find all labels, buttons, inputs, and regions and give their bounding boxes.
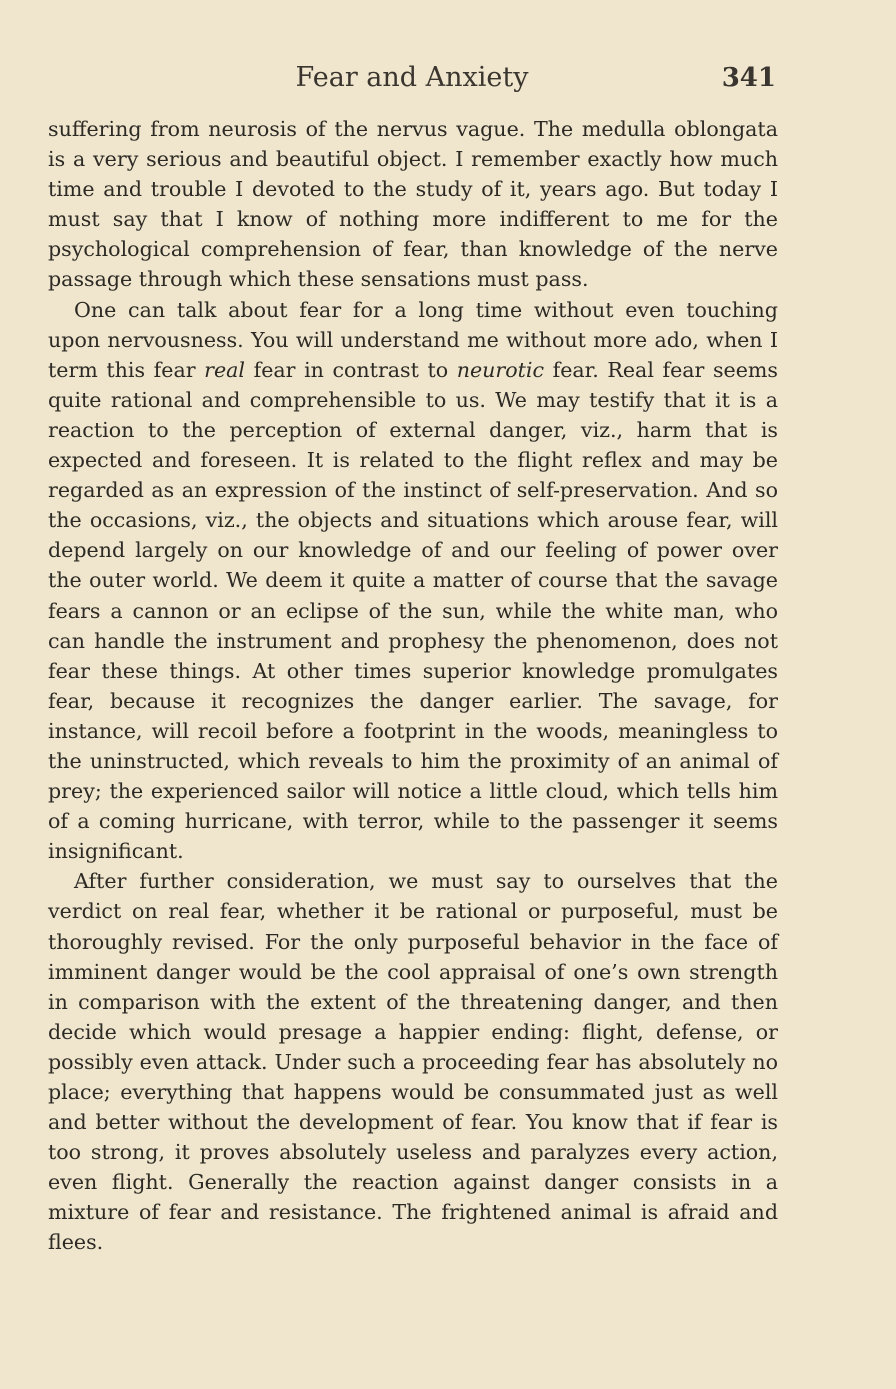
page-number: 341	[721, 63, 776, 93]
emphasis-real: real	[204, 357, 246, 382]
paragraph-1: suffering from neurosis of the nervus vague. The medulla oblongata is a very serious and beautiful object. I remember exactly how much time and trouble I devoted to the study of it, years ago. But today I must say that I know of nothing more indifferent to me for the psychological comprehension of fear, than knowledge of the nerve passage through which these sensations must pass.	[48, 117, 778, 292]
body-text	[48, 114, 778, 1258]
paragraph-2-part-b: fear in contrast to	[245, 357, 457, 382]
running-head	[48, 58, 776, 98]
paragraph-3: After further consideration, we must say to ourselves that the verdict on real fear, whether it be rational or purposeful, must be thoroughly revised. For the only purposeful behavior in the face of imminent danger would be the cool appraisal of one’s own strength in comparison with the extent of the threatening danger, and then decide which would presage a happier ending: flight, defense, or possibly even attack. Under such a proceeding fear has absolutely no place; everything that happens would be consummated just as well and better without the development of fear. You know that if fear is too strong, it proves absolutely useless and paralyzes every action, even flight. Generally the reaction against danger consists in a mixture of fear and resistance. The frightened animal is afraid and flees.	[48, 869, 778, 1255]
paragraph-2-part-c: fear. Real fear seems quite rational and comprehensible to us. We may testify that it is a reaction to the perception of external danger, viz., harm that is expected and foreseen. It is related to the flight reflex and may be regarded as an expression of the instinct of self-preservation. And so the occasions, viz., the objects and situations which arouse fear, will depend largely on our knowledge of and our feeling of power over the outer world. We deem it quite a matter of course that the savage fears a cannon or an eclipse of the sun, while the white man, who can handle the instrument and prophesy the phenomenon, does not fear these things. At other times superior knowledge promulgates fear, because it recognizes the danger earlier. The savage, for instance, will recoil before a footprint in the woods, meaningless to the uninstructed, which reveals to him the proximity of an animal of prey; the experienced sailor will notice a little cloud, which tells him of a coming hurricane, with terror, while to the passenger it seems insignificant.	[48, 357, 778, 864]
running-title: Fear and Anxiety	[295, 62, 529, 93]
emphasis-neurotic: neurotic	[456, 357, 545, 382]
paragraph-2-part-a: One can talk about fear for a long time without even touching upon nervousness. You will understand me without more ado, when I term this fear	[48, 297, 778, 382]
paragraph-2	[48, 295, 778, 867]
